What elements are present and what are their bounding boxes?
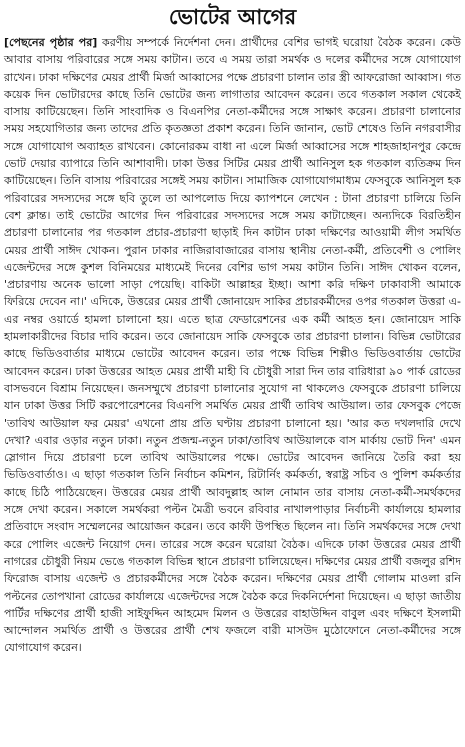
news-clipping (3, 2, 462, 745)
article-body (3, 34, 462, 657)
continuation-kicker: [পেছনের পৃষ্ঠার পর] (4, 36, 98, 49)
article-headline: ভোটের আগের (168, 5, 297, 29)
article-text: করণীয় সম্পর্কে নির্দেশনা দেন। প্রার্থীদের বেশির ভাগই ঘরোয়া বৈঠক করেন। কেউ আবার বাসায় পরিবারের সঙ্গে সময় কাটান। তবে এ সময় তারা সমর্থক ও দলের কর্মীদের সঙ্গে যোগাযোগ রাখেন। ঢাকা দক্ষিণের মেয়র প্রার্থী মির্জা আব্বাসের পক্ষে প্রচারণা চালান তার স্ত্রী আফরোজা আব্বাস। গত কয়েক দিন ভোটারদের কাছে তিনি ভোটের জন্য লাগাতার আবেদন করেন। তবে গতকাল সকাল থেকেই বাসায় কাটিয়েছেন। তিনি সাংবাদিক ও বিএনপির নেতা-কর্মীদের সঙ্গে সাক্ষাৎ করেন। প্রচারণা চালানোর সময় সহযোগিতার জন্য তাদের প্রতি কৃতজ্ঞতা প্রকাশ করেন। তিনি জানান, ভোট শেষেও তিনি নগরবাসীর সঙ্গে যোগাযোগ অব্যাহত রাখবেন। কোনোরকম বাধা না এলে মির্জা আব্বাসের সঙ্গে শাহজাহানপুর কেন্দ্রে ভোট দেয়ার ব্যাপারে তিনি আশাবাদী। ঢাকা উত্তর সিটির মেয়র প্রার্থী আনিসুল হক গতকাল ব্যতিক্রম দিন কাটিয়েছেন। তিনি বাসায় পরিবারের সঙ্গেই সময় কাটান। সামাজিক যোগাযোগমাধ্যম ফেসবুকে আনিসুল হক পরিবারের সদস্যদের সঙ্গে ছবি তুলে তা আপলোড দিয়ে ক্যাপশনে লেখেন : টানা প্রচারণা চালিয়ে তিনি বেশ ক্লান্ত। তাই ভোটের আগের দিন পরিবারের সদস্যদের সঙ্গে সময় কাটাচ্ছেন। অন্যদিকে বিরতিহীন প্রচারণা চালানোর পর গতকাল প্রচার-প্রচারণা ছাড়াই দিন কাটান ঢাকা দক্ষিণের আওয়ামী লীগ সমর্থিত মেয়র প্রার্থী সাঈদ খোকন। পুরান ঢাকার নাজিরাবাজারের বাসায় স্থানীয় নেতা-কর্মী, প্রতিবেশী ও পোলিং এজেন্টদের সঙ্গে কুশল বিনিময়ের মাধ্যমেই দিনের বেশির ভাগ সময় কাটান তিনি। সাঈদ খোকন বলেন, 'প্রচারণায় অনেক ভালো সাড়া পেয়েছি। বাকিটা আল্লাহর ইচ্ছা। আশা করি দক্ষিণ ঢাকাবাসী আমাকে ফিরিয়ে দেবেন না।' এদিকে, উত্তরের মেয়র প্রার্থী জোনায়েদ সাকির প্রচারকর্মীদের ওপর গতকাল উত্তরা এ-এর নম্বর ওয়ার্ডে হামলা চালানো হয়। এতে ছাত্র ফেডারেশনের এক কর্মী আহত হন। জোনায়েদ সাকি হামলাকারীদের বিচার দাবি করেন। তবে জোনায়েদ সাকি ফেসবুকে তার প্রচারণা চালান। বিভিন্ন ভোটারের কাছে ভিডিওবার্তার মাধ্যমে ভোটের আবেদন করেন। তার পক্ষে বিভিন্ন শিল্পীও ভিডিওবার্তায় ভোটের আবেদন করেন। ঢাকা উত্তরের আহত মেয়র প্রার্থী মাহী বি চৌধুরী সারা দিন তার বারিধারা ৯০ পার্ক রোডের বাসভবনে বিশ্রাম নিয়েছেন। জনসম্মুখে প্রচারণা চালানোর সুযোগ না থাকলেও ফেসবুকে প্রচারণা চালিয়ে যান ঢাকা উত্তর সিটি করপোরেশনের বিএনপি সমর্থিত মেয়র প্রার্থী তাবিথ আউয়াল। তার ফেসবুক পেজে 'তাবিথ আউয়াল ফর মেয়র' এখনো প্রায় প্রতি ঘণ্টায় প্রচারণা চালানো হয়। 'আর কত দখলদারি দেখে দেখা? এবার ওড়ার নতুন ঢাকা। নতুন প্রজন্ম-নতুন ঢাকা/তাবিথ আউয়ালকে বাস মার্কায় ভোট দিন' এমন স্লোগান দিয়ে প্রচারণা চলে তাবিথ আউয়ালের পক্ষে। ভোটের আবেদন জানিয়ে তৈরি করা হয় ভিডিওবার্তাও। এ ছাড়া গতকাল তিনি নির্বাচন কমিশন, রিটার্নিং কর্মকর্তা, স্বরাষ্ট্র সচিব ও পুলিশ কর্মকর্তার কাছে চিঠি পাঠিয়েছেন। উত্তরের মেয়র প্রার্থী আবদুল্লাহ আল নোমান তার বাসায় নেতা-কর্মী-সমর্থকদের সঙ্গে দেখা করেন। সকালে সমর্থকরা পল্টন মৈত্রী ভবনে রবিবার নাখালপাড়ার নির্বাচনী কার্যালয়ে হামলার প্রতিবাদে সংবাদ সম্মেলনের আয়োজন করেন। তবে কাফী উপস্থিত ছিলেন না। তিনি সমর্থকদের সঙ্গে দেখা করে পোলিং এজেন্ট নিয়োগ দেন। তারের সঙ্গে করেন ঘরোয়া বৈঠক। এদিকে ঢাকা উত্তরের মেয়র প্রার্থী নাগরের চৌধুরী নিয়ম ভেঙে গতকাল বিভিন্ন স্থানে প্রচারণা চালিয়েছেন। দক্ষিণের মেয়র প্রার্থী বজলুর রশিদ ফিরোজ বাসায় এজেন্ট ও প্রচারকর্মীদের সঙ্গে বৈঠক করেন। দক্ষিণের মেয়র প্রার্থী গোলাম মাওলা রনি পল্টনের তোপখানা রোডের কার্যালয়ে এজেন্টদের সঙ্গে বৈঠক করে দিকনির্দেশনা দিয়েছেন। এ ছাড়া জাতীয় পার্টির দক্ষিণের প্রার্থী হাজী সাইফুদ্দিন আহমেদ মিলন ও উত্তরের বাহাউদ্দিন বাবুল এবং দক্ষিণে ইসলামী আন্দোলন সমর্থিত প্রার্থী ও উত্তরের প্রার্থী শেখ ফজলে বারী মাসউদ মুঠোফোনে নেতা-কর্মীদের সঙ্গে যোগাযোগ করেন। (4, 36, 461, 655)
